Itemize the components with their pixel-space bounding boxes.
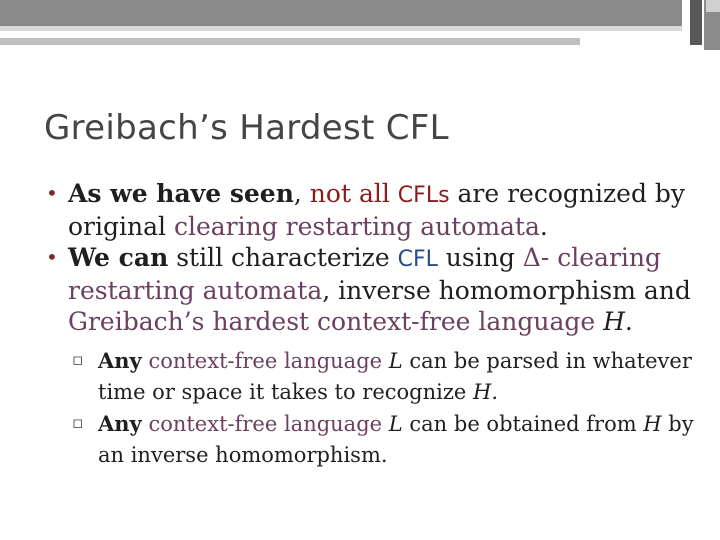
math-symbol: L	[388, 349, 403, 373]
corner-block-dark	[690, 0, 702, 45]
sub-bullet-item	[70, 408, 704, 471]
sub-bullet-item	[70, 345, 704, 408]
text: .	[491, 380, 499, 404]
bullet-marker: •	[46, 181, 58, 205]
text: ,	[293, 179, 310, 208]
bullet-list	[44, 178, 704, 471]
math-symbol: H	[643, 412, 662, 436]
highlight-text: CFLs	[397, 183, 450, 208]
highlight-text: clearing restarting automata	[173, 212, 540, 241]
highlight-text: Δ- clearing restarting automata	[68, 243, 661, 305]
bullet-marker: •	[46, 245, 58, 269]
math-symbol: L	[388, 412, 403, 436]
bold-text: Any	[98, 348, 142, 373]
bold-text: As we have seen	[68, 179, 294, 208]
math-symbol: H	[603, 307, 625, 336]
sub-bullet-marker: ▫	[72, 350, 84, 370]
highlight-text: CFL	[397, 247, 438, 272]
bold-text: Any	[98, 411, 142, 436]
text: still characterize	[168, 243, 398, 272]
text: , inverse homomorphism and	[322, 276, 691, 305]
slide-title: Greibach’s Hardest CFL	[44, 108, 449, 148]
bullet-item	[44, 242, 704, 337]
text: can be parsed in whatever time or space it takes to recognize	[98, 349, 692, 404]
highlight-text: context-free language	[141, 349, 389, 373]
header-bar-shadow	[0, 26, 682, 31]
highlight-text: Greibach’s hardest context-free language	[68, 307, 604, 336]
bullet-item	[44, 178, 704, 242]
highlight-text: not all	[309, 179, 398, 208]
text: .	[624, 307, 633, 336]
math-symbol: H	[473, 380, 492, 404]
text: using	[437, 243, 523, 272]
text: by an inverse homomorphism.	[98, 412, 694, 467]
text: .	[539, 212, 548, 241]
text: are recognized by original	[68, 179, 686, 241]
highlight-text: context-free language	[141, 412, 389, 436]
corner-block-light	[706, 0, 720, 12]
header-bar	[0, 0, 682, 26]
header-thin-bar	[0, 38, 580, 45]
text: can be obtained from	[402, 412, 644, 436]
bold-text: We can	[68, 243, 169, 272]
sub-bullet-marker: ▫	[72, 413, 84, 433]
header-decoration	[0, 0, 720, 40]
